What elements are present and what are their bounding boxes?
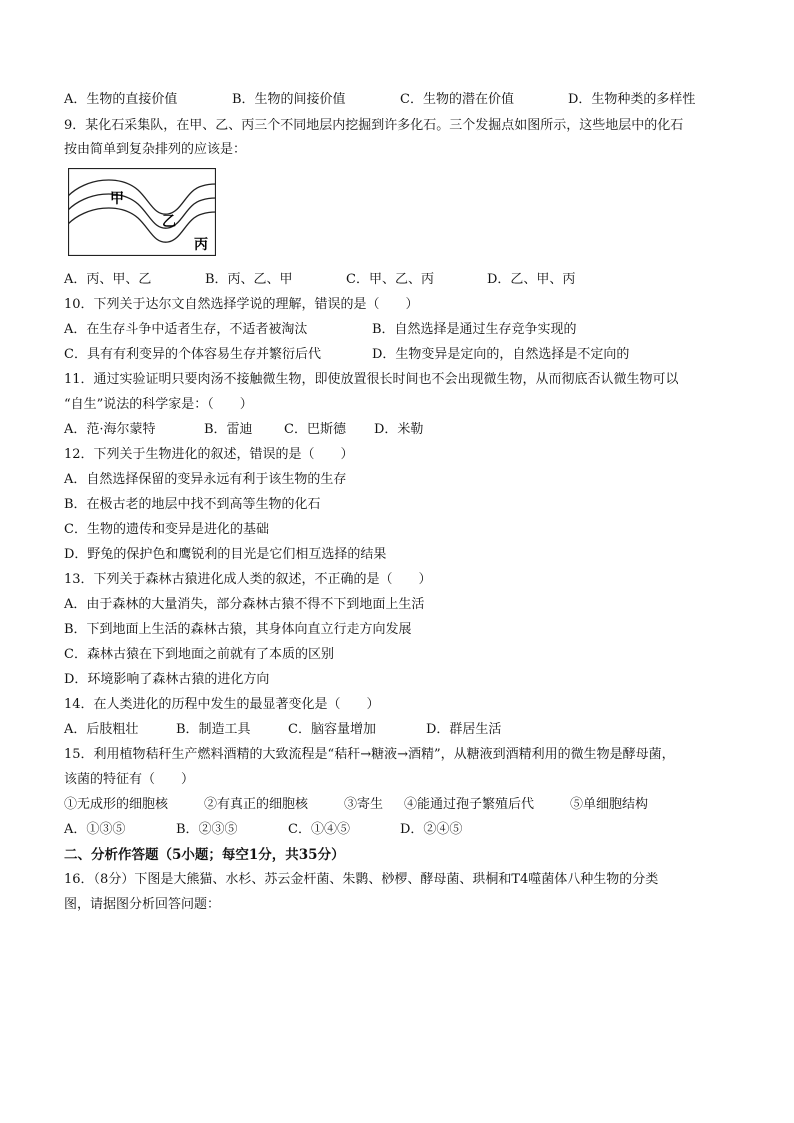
q9-option-b: B．丙、乙、甲 xyxy=(205,272,293,287)
q13-option-d: D．环境影响了森林古猿的进化方向 xyxy=(64,672,270,687)
q9-option-a: A．丙、甲、乙 xyxy=(64,272,152,287)
q16-stem-line2: 图，请据图分析回答问题： xyxy=(64,897,221,912)
q15-features xyxy=(64,797,648,813)
q11-stem-line1: 11．通过实验证明只要肉汤不接触微生物，即使放置很长时间也不会出现微生物，从而彻底否认微生物可以 xyxy=(64,372,679,387)
q15-feature-3: ③寄生 xyxy=(344,797,384,812)
section2-heading: 二、分析作答题（5小题；每空1分，共35分） xyxy=(64,847,345,863)
q12-option-c: C．生物的遗传和变异是进化的基础 xyxy=(64,522,269,537)
q15-option-b: B．②③⑤ xyxy=(176,822,238,837)
q15-feature-1: ①无成形的细胞核 xyxy=(64,797,169,812)
q8-options xyxy=(64,92,695,108)
q13-option-b: B．下到地面上生活的森林古猿，其身体向直立行走方向发展 xyxy=(64,622,412,637)
q10-option-c: C．具有有利变异的个体容易生存并繁衍后代 xyxy=(64,347,321,362)
q9-options xyxy=(64,272,575,288)
q15-feature-2: ②有真正的细胞核 xyxy=(204,797,309,812)
q14-option-c: C．脑容量增加 xyxy=(288,722,376,737)
q12-option-d: D．野兔的保护色和鹰锐利的目光是它们相互选择的结果 xyxy=(64,547,387,562)
q11-option-c: C．巴斯德 xyxy=(284,422,346,437)
q11-option-b: B．雷迪 xyxy=(204,422,253,437)
q13-option-a: A．由于森林的大量消失，部分森林古猿不得不下到地面上生活 xyxy=(64,597,425,612)
q14-option-b: B．制造工具 xyxy=(176,722,251,737)
q10-option-b: B．自然选择是通过生存竞争实现的 xyxy=(372,322,577,337)
strata-diagram xyxy=(68,168,216,256)
q10-option-d: D．生物变异是定向的，自然选择是不定向的 xyxy=(372,347,630,362)
stratum-label-bing: 丙 xyxy=(194,237,208,253)
q14-stem: 14．在人类进化的历程中发生的最显著变化是（ ） xyxy=(64,697,380,712)
q13-stem: 13．下列关于森林古猿进化成人类的叙述，不正确的是（ ） xyxy=(64,572,432,587)
q9-stem-line1: 9．某化石采集队，在甲、乙、丙三个不同地层内挖掘到许多化石。三个发掘点如图所示，这些地层中的化石 xyxy=(64,118,684,133)
q15-option-a: A．①③⑤ xyxy=(64,822,126,837)
q13-option-c: C．森林古猿在下到地面之前就有了本质的区别 xyxy=(64,647,334,662)
q15-stem-line1: 15．利用植物秸秆生产燃料酒精的大致流程是“秸秆→糖液→酒精”，从糖液到酒精利用的微生物是酵母菌， xyxy=(64,747,675,762)
q14-options xyxy=(64,722,501,738)
q11-option-a: A．范·海尔蒙特 xyxy=(64,422,156,437)
stratum-label-yi: 乙 xyxy=(162,214,176,230)
q9-option-c: C．甲、乙、丙 xyxy=(346,272,434,287)
q15-feature-5: ⑤单细胞结构 xyxy=(570,797,649,812)
stratum-label-jia: 甲 xyxy=(110,191,124,207)
q15-options xyxy=(64,822,462,838)
q15-option-c: C．①④⑤ xyxy=(288,822,350,837)
q10-options-row2 xyxy=(64,347,629,363)
q15-feature-4: ④能通过孢子繁殖后代 xyxy=(404,797,535,812)
q9-stem-line2: 按由简单到复杂排列的应该是： xyxy=(64,142,247,157)
q11-options xyxy=(64,422,423,438)
q8-option-c: C．生物的潜在价值 xyxy=(400,92,514,107)
q12-stem: 12．下列关于生物进化的叙述，错误的是（ ） xyxy=(64,447,354,462)
q8-option-b: B．生物的间接价值 xyxy=(232,92,346,107)
q15-stem-line2: 该菌的特征有（ ） xyxy=(64,772,195,787)
q14-option-d: D．群居生活 xyxy=(426,722,502,737)
q11-stem-line2: “自生”说法的科学家是：（ ） xyxy=(64,397,253,412)
q10-stem: 10．下列关于达尔文自然选择学说的理解，错误的是（ ） xyxy=(64,297,419,312)
q8-option-a: A．生物的直接价值 xyxy=(64,92,178,107)
q12-option-b: B．在极古老的地层中找不到高等生物的化石 xyxy=(64,497,321,512)
q10-option-a: A．在生存斗争中适者生存，不适者被淘汰 xyxy=(64,322,308,337)
q16-stem-line1: 16．（8分）下图是大熊猫、水杉、苏云金杆菌、朱鹮、桫椤、酵母菌、珙桐和T4噬菌体八种生物的分类 xyxy=(64,872,659,887)
q15-option-d: D．②④⑤ xyxy=(400,822,463,837)
q11-option-d: D．米勒 xyxy=(374,422,424,437)
q8-option-d: D．生物种类的多样性 xyxy=(568,92,696,107)
q9-option-d: D．乙、甲、丙 xyxy=(487,272,576,287)
q12-option-a: A．自然选择保留的变异永远有利于该生物的生存 xyxy=(64,472,347,487)
q14-option-a: A．后肢粗壮 xyxy=(64,722,139,737)
q10-options-row1 xyxy=(64,322,577,338)
